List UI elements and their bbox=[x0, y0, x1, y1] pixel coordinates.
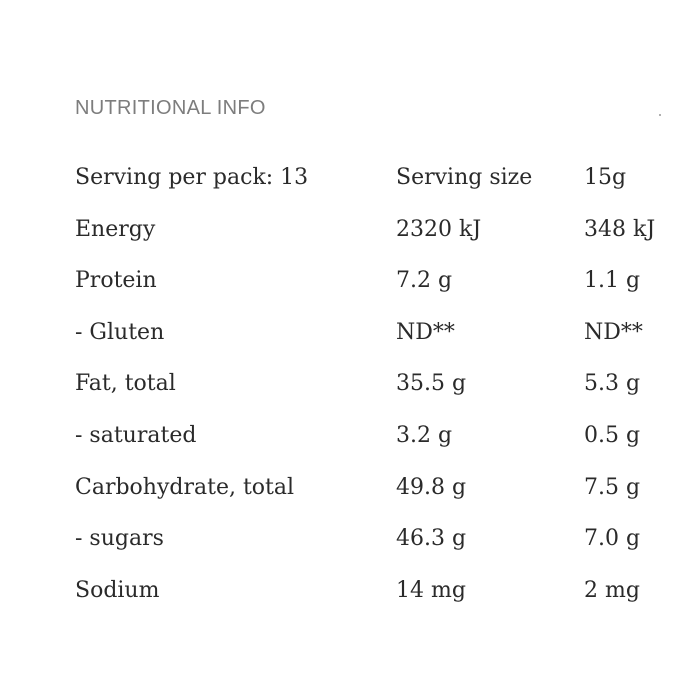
table-row-carbohydrate bbox=[75, 468, 675, 520]
row-value-per-serving: 0.5 g bbox=[584, 422, 641, 448]
row-value-per-serving: 348 kJ bbox=[584, 216, 656, 242]
row-value-per-100g: 35.5 g bbox=[396, 371, 467, 397]
row-value-per-100g: 14 mg bbox=[396, 577, 466, 603]
table-row-saturated bbox=[75, 416, 675, 468]
table-row-energy bbox=[75, 210, 675, 262]
row-label: - saturated bbox=[75, 422, 197, 448]
edge-mark bbox=[659, 114, 661, 116]
row-value-per-100g: 2320 kJ bbox=[396, 216, 482, 242]
row-value-per-100g: 46.3 g bbox=[396, 526, 467, 552]
row-value-per-100g: 49.8 g bbox=[396, 474, 467, 500]
row-value-per-100g: 3.2 g bbox=[396, 422, 453, 448]
row-value-per-serving: 2 mg bbox=[584, 577, 640, 603]
row-value-per-100g: Serving size bbox=[396, 165, 533, 190]
row-value-per-serving: 15g bbox=[584, 165, 627, 190]
row-label: Serving per pack: 13 bbox=[75, 165, 309, 190]
row-value-per-serving: ND** bbox=[584, 319, 643, 345]
row-label: Fat, total bbox=[75, 371, 176, 397]
row-value-per-serving: 5.3 g bbox=[584, 371, 641, 397]
row-value-per-100g: ND** bbox=[396, 319, 455, 345]
row-label: - Gluten bbox=[75, 319, 165, 345]
nutrition-table bbox=[75, 158, 675, 622]
row-value-per-serving: 7.5 g bbox=[584, 474, 641, 500]
table-row-gluten bbox=[75, 313, 675, 365]
row-label: Sodium bbox=[75, 577, 160, 603]
row-value-per-100g: 7.2 g bbox=[396, 268, 453, 294]
table-row-fat-total bbox=[75, 364, 675, 416]
row-value-per-serving: 1.1 g bbox=[584, 268, 641, 294]
row-label: Protein bbox=[75, 268, 157, 294]
table-row-protein bbox=[75, 261, 675, 313]
table-row-serving bbox=[75, 158, 675, 210]
row-value-per-serving: 7.0 g bbox=[584, 526, 641, 552]
row-label: Energy bbox=[75, 216, 156, 242]
row-label: Carbohydrate, total bbox=[75, 474, 295, 500]
table-row-sodium bbox=[75, 571, 675, 623]
table-row-sugars bbox=[75, 519, 675, 571]
row-label: - sugars bbox=[75, 526, 164, 552]
section-heading: NUTRITIONAL INFO bbox=[75, 97, 266, 119]
